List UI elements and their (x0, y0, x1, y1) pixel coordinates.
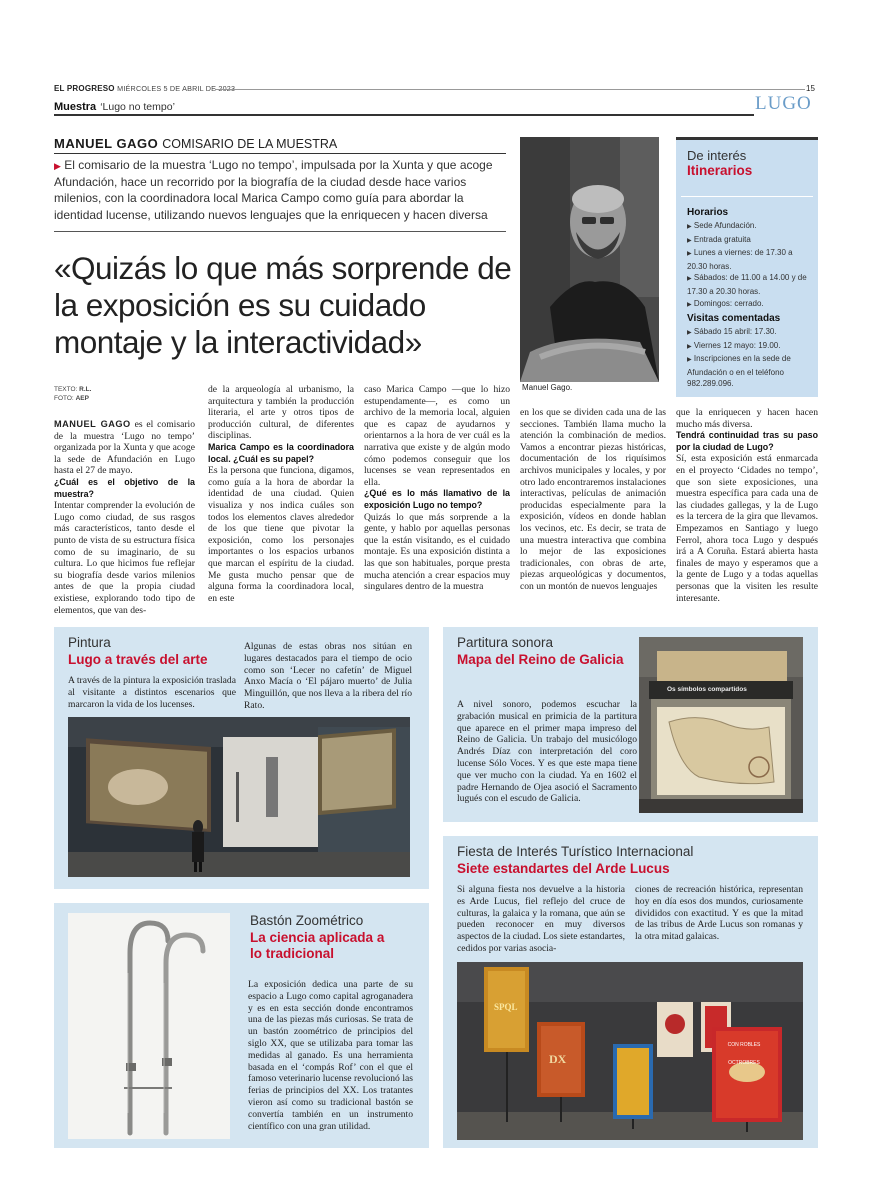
baston-title: La ciencia aplicada a lo tradicional (250, 930, 385, 961)
section-bar (54, 97, 814, 113)
answer-3: Quizás lo que más sorprende a la gente, y hablo por aquellas personas que la están visitando, es el cuidado montaje. Es una exposición distinta a las que son habituales, porque presta mucha atención a crear espacios muy singulares dentro de la muestra (364, 511, 510, 593)
partitura-kicker: Partitura sonora (457, 635, 554, 650)
portrait-illustration (520, 137, 659, 382)
question-3: ¿Qué es lo más llamativo de la exposición Lugo no tempo? (364, 488, 510, 510)
horarios-item: ▶ Sábados: de 11.00 a 14.00 y de 17.30 a 20.30 horas. (687, 273, 807, 296)
banner-label-2: DX (549, 1052, 567, 1066)
horarios-item: ▶ Lunes a viernes: de 17.30 a 20.30 horas. (687, 248, 793, 271)
partitura-photo (639, 637, 803, 813)
fiesta-kicker: Fiesta de Interés Turístico Internacional (457, 844, 694, 859)
horarios-list (687, 220, 813, 311)
body-lead-name: MANUEL GAGO (54, 419, 131, 429)
sidebar-mid-rule (681, 196, 813, 197)
portrait-photo (520, 137, 659, 382)
box-baston (54, 903, 429, 1148)
pintura-photo (68, 717, 410, 877)
visitas-item: ▶ Sábado 15 abril: 17.30. (687, 327, 777, 336)
column-3-continuation: caso Marica Campo —que lo hizo estupendamente—, es como un archivo de la memoria local, alguien que es capaz de ayudarnos y orientarnos a la hora de ver cuál es la narrativa que existe y de algún modo cómo podemos conseguir que los lucenses se vean representados en ella. (364, 384, 510, 488)
fiesta-title: Siete estandartes del Arde Lucus (457, 861, 670, 876)
pintura-text-2: Algunas de estas obras nos sitúan en lugares destacados para el tiempo de ocio como son ‘Lecer no cafetín’ de Miguel Anxo Macía o ‘El pájaro muerto’ de Julia Minguillón, que nos lleva a la ribera del río Rato. (244, 641, 412, 711)
standfirst-text: El comisario de la muestra ‘Lugo no tempo’, impulsada por la Xunta y que acoge Afundación, hace un recorrido por la biografía de la ciudad desde hace varios milenios, con la coordinadora local Marica Campo como guía para abordar la identidad lucense, utilizando nuevos lenguajes que la enriquecen y hacen diversa (54, 158, 493, 222)
column-5-continuation: que la enriquecen y hacen hacen mucho más diversa. (676, 407, 818, 430)
horarios-item: ▶ Domingos: cerrado. (687, 298, 764, 308)
credit-photo: FOTO: AEP (54, 394, 89, 402)
bullet-arrow-icon: ▶ (687, 224, 692, 230)
byline-role: COMISARIO DE LA MUESTRA (162, 137, 338, 151)
answer-4: Sí, esta exposición está enmarcada en el proyecto ‘Cidades no tempo’, que son siete exposiciones, una muestra específica para cada una de las ciudades gallegas, y la de Lugo es la tercera de la gira que llevamos. Empezamos en Santiago y luego Ferrol, ahora toca Lugo y después irá a A Coruña. Estará abierta hasta finales de mayo y esperamos que a la gente de Lugo y a todas aquellas personas que la visiten les resulte interesante. (676, 453, 818, 604)
bullet-arrow-icon: ▶ (687, 301, 692, 308)
issue-date: MIÉRCOLES 5 DE ABRIL DE 2023 (117, 84, 236, 93)
body-column-1 (54, 419, 195, 616)
bullet-arrow-icon: ▶ (687, 343, 692, 350)
paper-name: EL PROGRESO (54, 84, 115, 93)
sidebar-box (676, 137, 818, 397)
baston-photo (68, 913, 230, 1139)
map-sign-label: Os símbolos compartidos (667, 686, 747, 693)
sidebar-title: Itinerarios (687, 163, 753, 178)
answer-2: Es la persona que funciona, digamos, como guía a la hora de abordar la identidad de una ciudad. Quien visualiza y nos indica cuáles son todos los elementos claves alrededor de los que tiene que pivotar la exposición, como los personajes importantes o los espacios urbanos que marcan el espíritu de la ciudad. Me gusta mucho pensar que de alguna forma la coordinadora local, en este (208, 465, 354, 604)
body-intro: es el comisario de la muestra ‘Lugo no tempo’ organizada por la Xunta y que acoge la sede de Afundación en Lugo hasta el 27 de mayo. (54, 419, 195, 477)
visitas-title: Visitas comentadas (687, 313, 781, 324)
pintura-kicker: Pintura (68, 635, 111, 650)
byline-name: MANUEL GAGO (54, 136, 159, 151)
zoometric-cane-illustration (68, 913, 230, 1139)
question-4: Tendrá continuidad tras su paso por la ciudad de Lugo? (676, 430, 818, 452)
section-rule (54, 114, 754, 116)
gallery-room-illustration (68, 717, 410, 877)
city-tag: LUGO (755, 93, 812, 114)
horarios-item: ▶ Sede Afundación. (687, 221, 757, 230)
question-2: Marica Campo es la coordinadora local. ¿Cuál es su papel? (208, 441, 354, 464)
fiesta-text-1: Si alguna fiesta nos devuelve a la historia es Arde Lucus, fiel reflejo del cruce de culturas, la galaica y la romana, que aún se pueden reconocer en muy diversos aspectos de la ciudad. Los siete estandartes, cedidos por varias asocia- (457, 884, 625, 954)
visitas-item: ▶ Viernes 12 mayo: 19.00. (687, 340, 781, 350)
answer-1: Intentar comprender la evolución de Lugo como ciudad, de sus rasgos más característicos, tanto desde el punto de vista de su estructura física como de su imaginario, de su cultura. Lo que hicimos fue reflejar su biografía desde varios milenios antes de que la propia ciudad existiese, explorando todo tipo de elementos, que van des- (54, 500, 195, 616)
masthead (54, 84, 235, 93)
standfirst-arrow-icon: ▶ (54, 161, 61, 171)
banner-label-1: SPQL (494, 1002, 518, 1012)
baston-text: La exposición dedica una parte de su espacio a Lugo como capital agroganadera y es en esta sección donde encontramos una de las piezas más curiosas. Se trata de un bastón zoométrico de principios del siglo XX, que se utilizaba para tomar las medidas al ganado. Es una herramienta basada en el ‘compás Rof’ con el que el famoso veterinario lucense revolucionó las ferias de principios del XX. Los tratantes vieron así como su tradicional bastón se convertía también en un instrumento científico con una gran utilidad. (248, 979, 413, 1132)
baston-kicker: Bastón Zoométrico (250, 913, 364, 928)
bullet-arrow-icon: ▶ (687, 330, 692, 336)
box-pintura (54, 627, 429, 889)
credits (54, 386, 91, 403)
sidebar-kicker: De interés (687, 148, 747, 163)
bullet-arrow-icon: ▶ (687, 251, 692, 258)
body-column-4 (520, 407, 666, 607)
horarios-item: ▶ Entrada gratuita (687, 234, 751, 244)
pintura-text-1: A través de la pintura la exposición traslada al visitante a distintos escenarios que marcaron la vida de los lucenses. (68, 675, 236, 710)
partitura-title: Mapa del Reino de Galicia (457, 652, 624, 667)
visitas-list (687, 326, 813, 390)
section-prefix: Muestra (54, 101, 97, 113)
body-column-2 (208, 384, 354, 607)
pintura-title: Lugo a través del arte (68, 652, 208, 667)
credit-text: TEXTO: R.L. (54, 386, 92, 393)
box-partitura (443, 627, 818, 822)
sidebar-top-rule (676, 137, 818, 140)
bullet-arrow-icon: ▶ (687, 276, 692, 283)
page-number: 15 (806, 84, 815, 93)
question-1: ¿Cuál es el objetivo de la muestra? (54, 476, 195, 499)
fiesta-photo (457, 962, 803, 1140)
fiesta-text-2: ciones de recreación histórica, representan hoy en día esos dos mundos, curiosamente divididos con exactitud. Y es que la mitad de las tribus de Arde Lucus son romanas y la otra mitad galaicas. (635, 884, 803, 943)
byline-rule (54, 153, 506, 154)
box-fiesta (443, 836, 818, 1148)
partitura-text: A nivel sonoro, podemos escuchar la grabación musical en primicia de la partitura que aparece en el primer mapa impreso del Reino de Galicia. Un trabajo del musicólogo Andrés Díaz con interpretación del coro lucense Sólo Voces. Y es que este mapa tiene que ver mucho con la ciudad. Ya en 1602 el padre Hernando de Ojea asoció el Sacramento lugués con el escudo de Galicia. (457, 699, 637, 805)
horarios-title: Horarios (687, 207, 729, 218)
bullet-arrow-icon: ▶ (687, 357, 692, 364)
header-rule (215, 89, 805, 90)
body-column-3 (364, 384, 510, 607)
visitas-item: ▶ Inscripciones en la sede de Afundación o en el teléfono 982.289.096. (687, 354, 791, 389)
bullet-arrow-icon: ▶ (687, 237, 692, 244)
body-column-5 (676, 407, 818, 607)
byline (54, 135, 337, 153)
banner-label-3: CON ROBLES OCTROBRES (727, 1042, 761, 1066)
section-title: ‘Lugo no tempo’ (100, 101, 175, 113)
column-4-continuation: en los que se dividen cada una de las secciones. También llama mucho la atención la combinación de medios. Vamos a encontrar piezas históricas, documentación de los riquísimos archivos municipales y locales, y por otro lado encontraremos instalaciones interactivas, películas de animación producidas especialmente para la exposición, vídeos en donde hablan los vecinos, etc. Es decir, se trata de una muestra interactiva que combina lo mejor de las exposiciones tradicionales, con obras de arte, piezas arqueológicas y documentos, con un montón de nuevos lenguajes (520, 407, 666, 592)
headline: «Quizás lo que más sorprende de la exposición es su cuidado montaje y la interactividad» (54, 250, 512, 360)
map-display-illustration (639, 637, 803, 813)
standfirst-rule (54, 231, 506, 232)
column-2-continuation: de la arqueología al urbanismo, la arquitectura y también la producción literaria, el arte y otros tipos de producción cultural, de diferentes disciplinas. (208, 384, 354, 442)
photo-caption: Manuel Gago. (522, 383, 573, 392)
standfirst (54, 157, 506, 223)
